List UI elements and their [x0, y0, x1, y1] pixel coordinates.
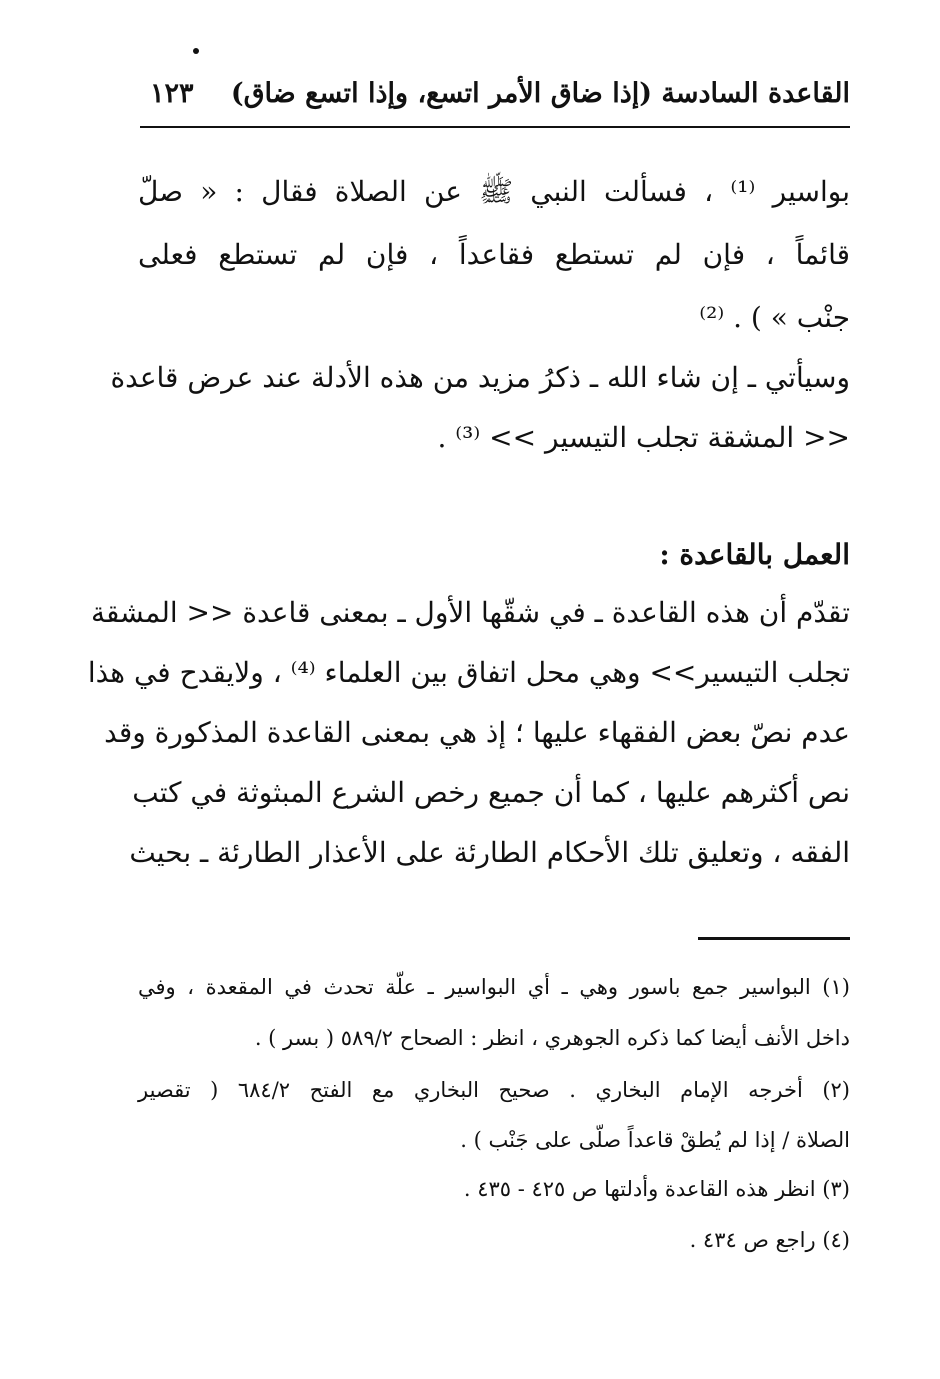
page-number: ١٢٣	[150, 78, 194, 109]
footnote-line: (٢) أخرجه الإمام البخاري . صحيح البخاري مع الفتح ٦٨٤/٢ ( تقصير	[138, 1078, 850, 1102]
running-header	[140, 72, 850, 120]
footnote-rule	[698, 937, 850, 940]
body-line: جنْب » ) . ⁽²⁾	[699, 301, 850, 334]
page-mark	[193, 48, 199, 54]
body-line: الفقه ، وتعليق تلك الأحكام الطارئة على الأعذار الطارئة ـ بحيث	[129, 836, 850, 869]
footnote-line: الصلاة / إذا لم يُطقْ قاعداً صلّى على جَنْب ) .	[460, 1128, 850, 1152]
body-line: تجلب التيسير>> وهي محل اتفاق بين العلماء ⁽⁴⁾ ، ولايقدح في هذا	[87, 656, 850, 689]
body-line: قائماً ، فإن لم تستطع فقاعداً ، فإن لم تستطع فعلى	[138, 238, 850, 271]
body-line: << المشقة تجلب التيسير >> ⁽³⁾ .	[437, 421, 850, 454]
footnote-line: (٤) راجع ص ٤٣٤ .	[689, 1228, 850, 1252]
header-title: القاعدة السادسة (إذا ضاق الأمر اتسع، وإذا اتسع ضاق)	[230, 78, 850, 109]
body-line: وسيأتي ـ إن شاء الله ـ ذكرُ مزيد من هذه الأدلة عند عرض قاعدة	[110, 361, 850, 394]
body-line: تقدّم أن هذه القاعدة ـ في شقّها الأول ـ بمعنى قاعدة << المشقة	[91, 596, 850, 629]
header-rule	[140, 126, 850, 128]
body-line: عدم نصّ بعض الفقهاء عليها ؛ إذ هي بمعنى القاعدة المذكورة وقد	[104, 716, 850, 749]
footnote-line: (٣) انظر هذه القاعدة وأدلتها ص ٤٢٥ - ٤٣٥ .	[463, 1177, 850, 1201]
body-line: نص أكثرهم عليها ، كما أن جميع رخص الشرع المبثوثة في كتب	[132, 776, 850, 809]
section-heading: العمل بالقاعدة :	[659, 538, 850, 571]
body-line: بواسير ⁽¹⁾ ، فسألت النبي ﷺ عن الصلاة فقال : « صلّ	[138, 175, 850, 208]
footnote-line: (١) البواسير جمع باسور وهي ـ أي البواسير ـ علّة تحدث في المقعدة ، وفي	[138, 975, 850, 999]
footnote-line: داخل الأنف أيضا كما ذكره الجوهري ، انظر : الصحاح ٥٨٩/٢ ( بسر ) .	[254, 1026, 850, 1050]
